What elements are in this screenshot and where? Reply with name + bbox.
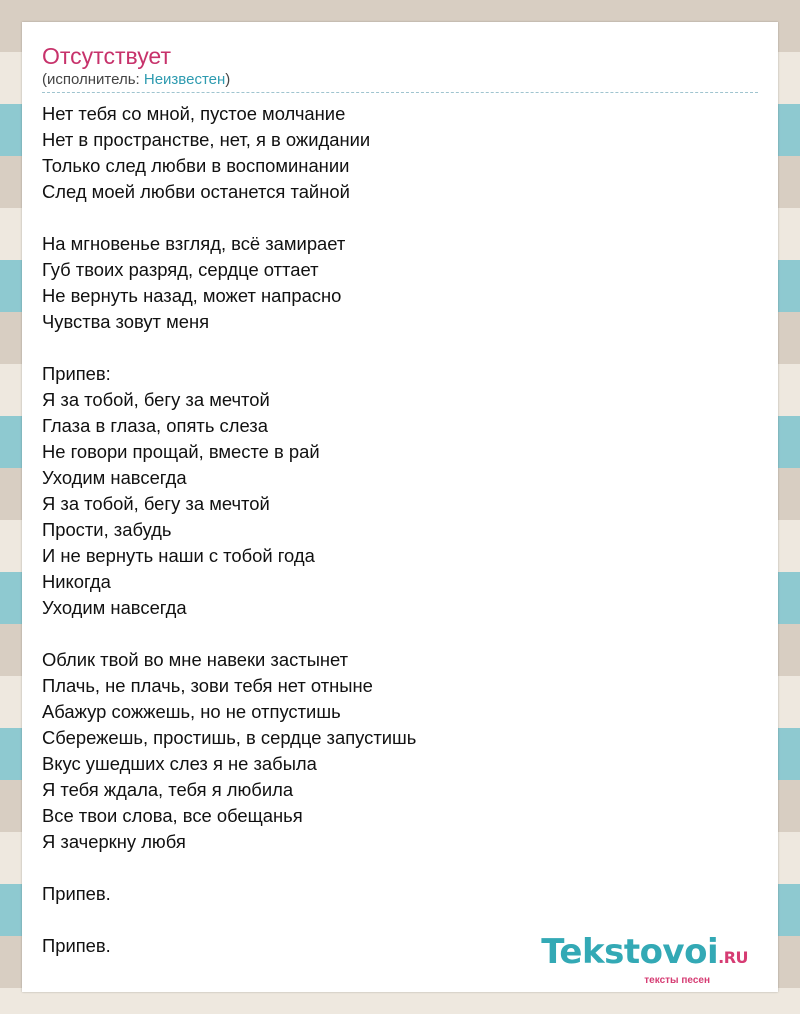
logo-subtitle: тексты песен [644, 975, 710, 986]
lyric-line: Вкус ушедших слез я не забыла [42, 753, 317, 774]
lyric-line: Облик твой во мне навеки застынет [42, 649, 349, 670]
lyric-line: Припев: [42, 363, 111, 384]
lyric-line: Не говори прощай, вместе в рай [42, 441, 320, 462]
lyric-line: И не вернуть наши с тобой года [42, 545, 315, 566]
lyric-line: Сбережешь, простишь, в сердце запустишь [42, 727, 417, 748]
stanza-break [42, 621, 758, 647]
lyric-line: Уходим навсегда [42, 467, 187, 488]
lyric-line: Губ твоих разряд, сердце оттает [42, 259, 319, 280]
lyric-line: Все твои слова, все обещанья [42, 805, 303, 826]
lyric-line: Я за тобой, бегу за мечтой [42, 493, 270, 514]
artist-link[interactable]: Неизвестен [143, 71, 226, 88]
lyric-line: Прости, забудь [42, 519, 172, 540]
artist-line [42, 70, 758, 93]
artist-prefix: (исполнитель: [42, 71, 144, 88]
artist-suffix: ) [225, 71, 231, 88]
lyric-line: Припев. [42, 883, 111, 904]
lyric-line: След моей любви останется тайной [42, 181, 350, 202]
lyric-line: Никогда [42, 571, 111, 592]
lyric-line: Не вернуть назад, может напрасно [42, 285, 342, 306]
lyric-line: Нет тебя со мной, пустое молчание [42, 103, 346, 124]
stanza-break [42, 855, 758, 881]
lyric-line: Только след любви в воспоминании [42, 155, 350, 176]
lyric-line: Припев. [42, 935, 111, 956]
lyric-line: На мгновенье взгляд, всё замирает [42, 233, 346, 254]
lyric-line: Плачь, не плачь, зови тебя нет отныне [42, 675, 373, 696]
lyric-line: Чувства зовут меня [42, 311, 210, 332]
lyric-line: Нет в пространстве, нет, я в ожидании [42, 129, 371, 150]
stanza-break [42, 335, 758, 361]
lyric-line: Я тебя ждала, тебя я любила [42, 779, 294, 800]
stanza-break [42, 205, 758, 231]
lyric-line: Я за тобой, бегу за мечтой [42, 389, 270, 410]
stanza-break [42, 907, 758, 933]
logo-domain: .RU [718, 948, 748, 967]
lyrics-body [42, 101, 758, 959]
logo-wordmark [541, 934, 748, 976]
lyric-line: Глаза в глаза, опять слеза [42, 415, 268, 436]
song-title: Отсутствует [42, 43, 171, 69]
lyric-line: Я зачеркну любя [42, 831, 186, 852]
lyrics-card [22, 22, 778, 992]
site-logo[interactable] [541, 934, 748, 986]
lyric-line: Абажур сожжешь, но не отпустишь [42, 701, 341, 722]
logo-main-text: Tekstovoi [541, 932, 719, 972]
lyric-line: Уходим навсегда [42, 597, 187, 618]
